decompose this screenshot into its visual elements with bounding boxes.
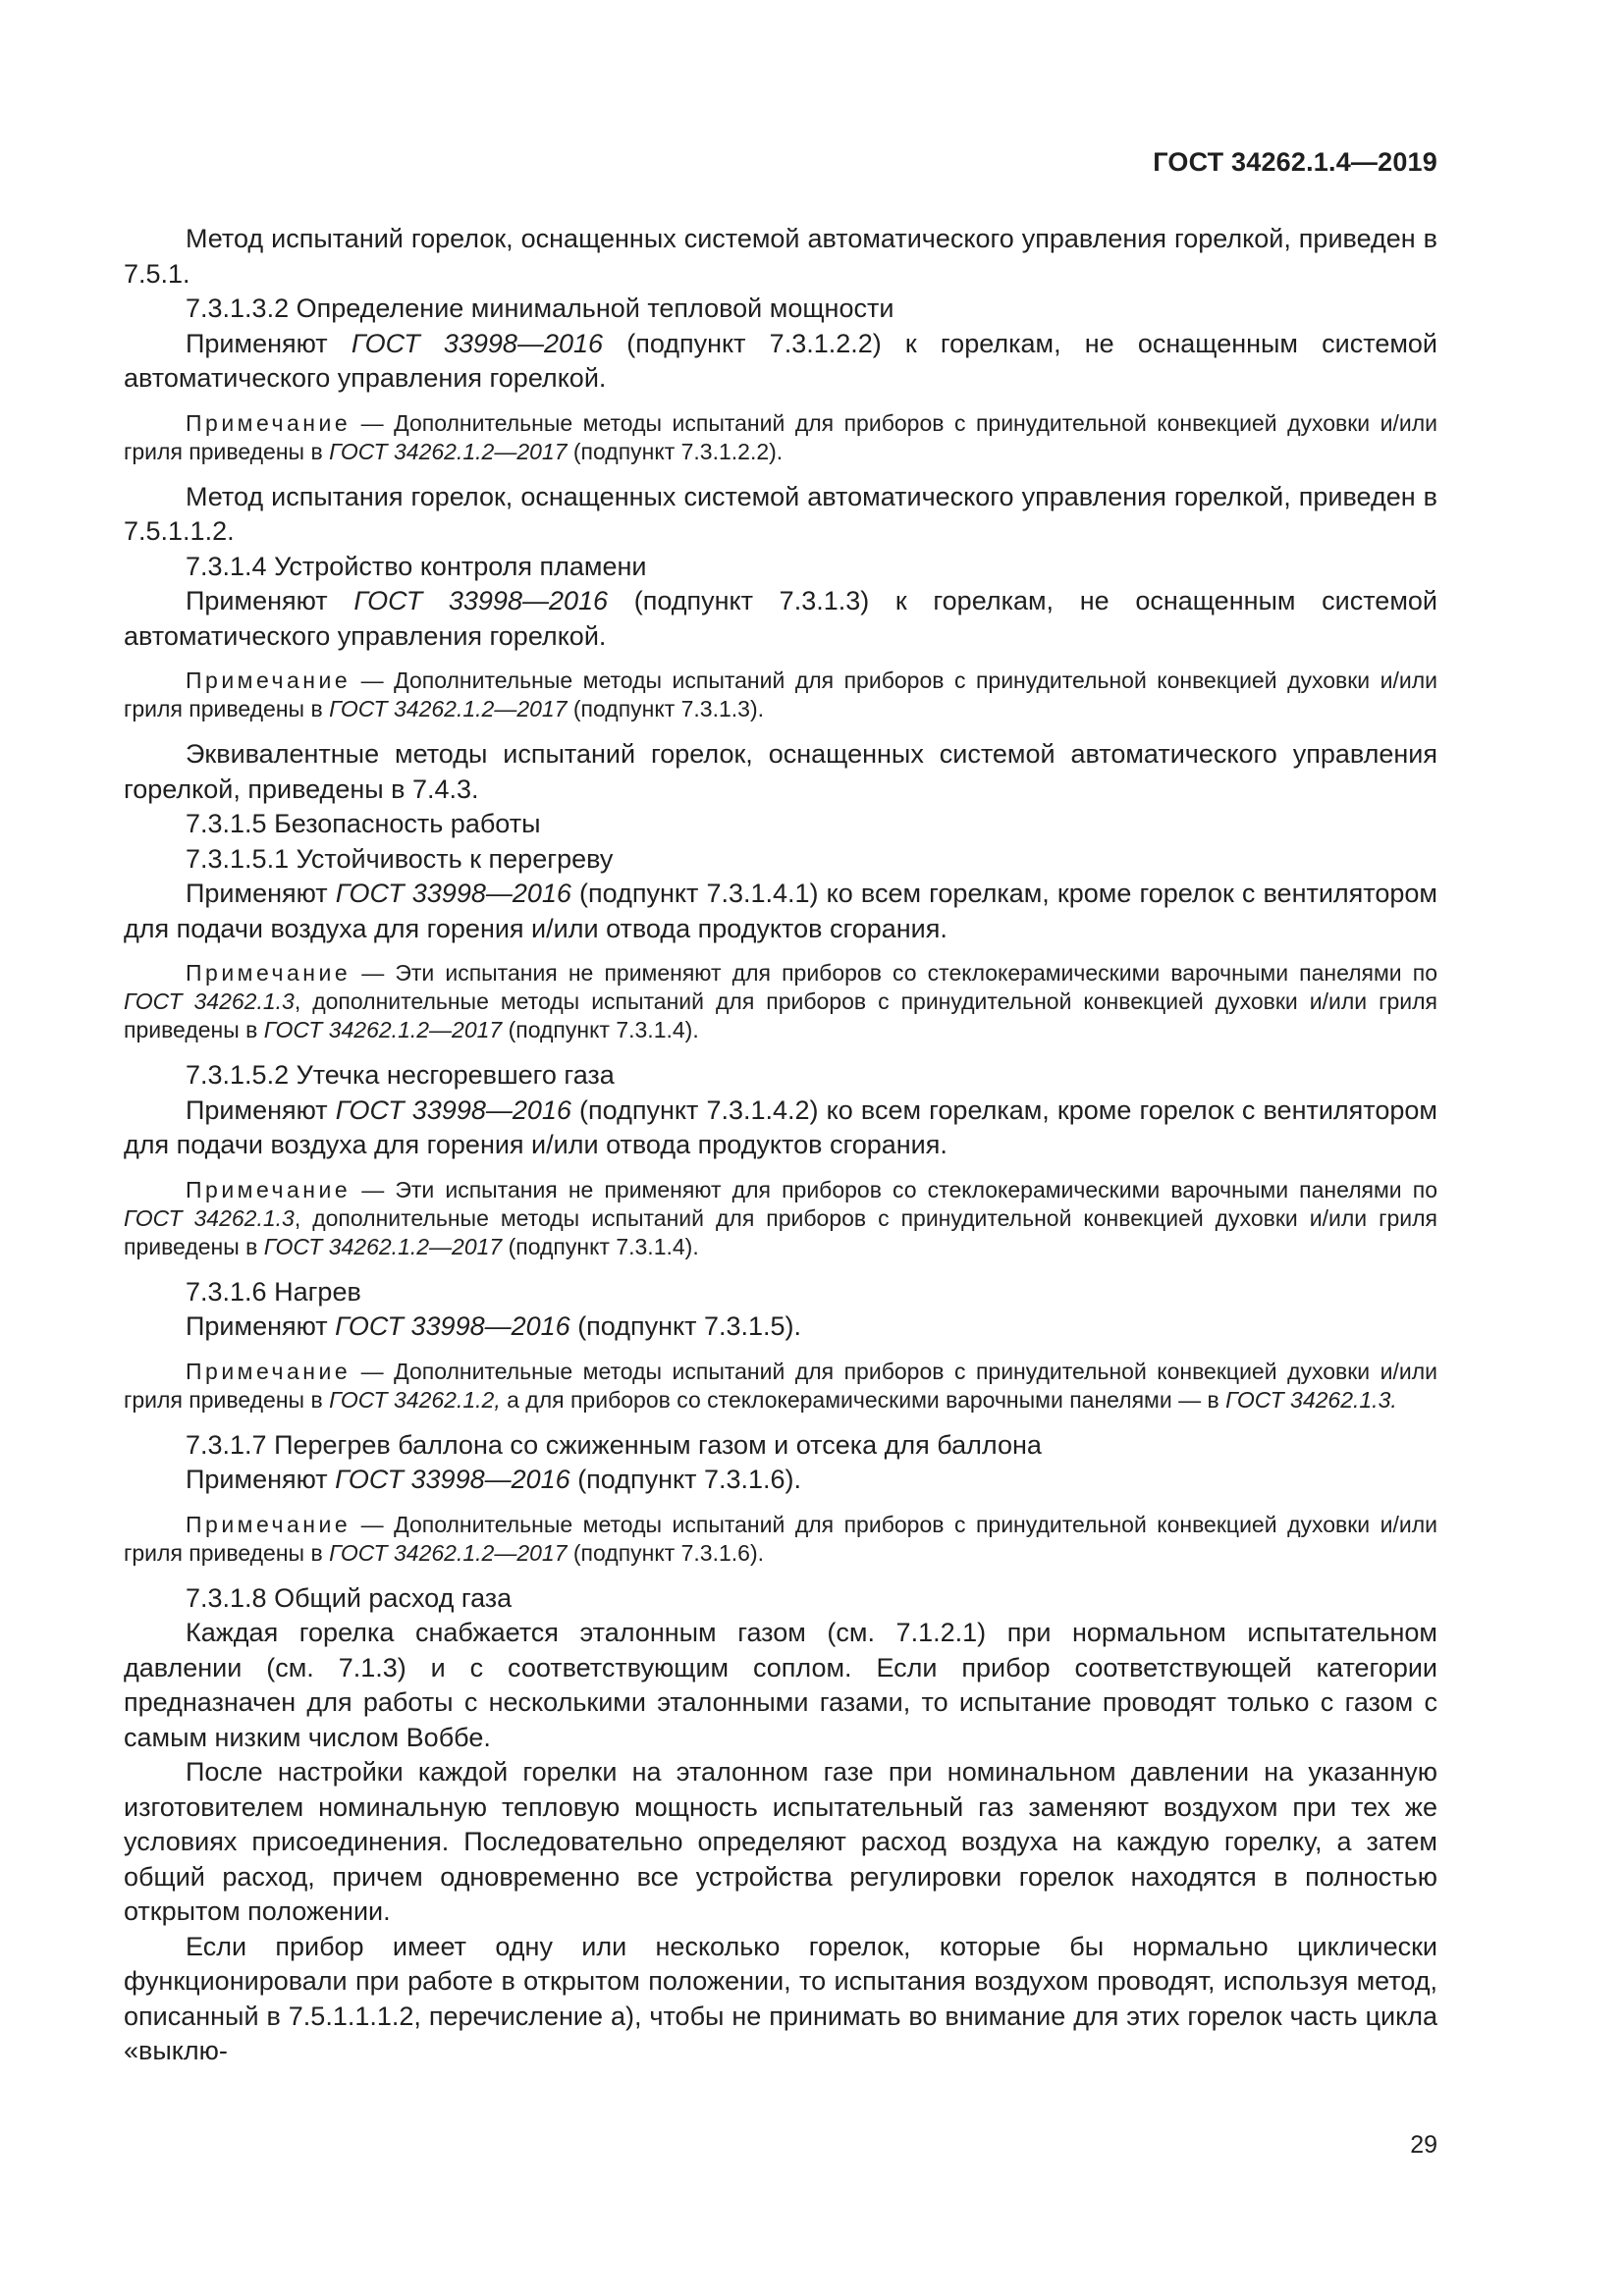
paragraph-text: Применяют bbox=[186, 1311, 336, 1341]
note bbox=[124, 409, 1437, 466]
note-text: (подпункт 7.3.1.4). bbox=[502, 1233, 699, 1259]
note-label: Примечание bbox=[186, 1358, 352, 1384]
standard-reference: ГОСТ 34262.1.2—2017 bbox=[329, 1539, 568, 1566]
standard-reference: ГОСТ 34262.1.3 bbox=[124, 988, 295, 1014]
paragraph bbox=[124, 550, 1437, 585]
paragraph bbox=[124, 1755, 1437, 1930]
document-body bbox=[124, 222, 1437, 2069]
paragraph-text: Применяют bbox=[186, 328, 352, 358]
standard-reference: ГОСТ 33998—2016 bbox=[353, 586, 609, 615]
note bbox=[124, 959, 1437, 1044]
document-header: ГОСТ 34262.1.4—2019 bbox=[1153, 147, 1437, 177]
paragraph-text: Эквивалентные методы испытаний горелок, оснащенных системой автоматического управления горелкой, приведены в 7.4.3. bbox=[124, 739, 1437, 804]
note-text: (подпункт 7.3.1.2.2). bbox=[567, 438, 784, 464]
standard-reference: ГОСТ 34262.1.2—2017 bbox=[329, 696, 568, 721]
paragraph-text: Метод испытания горелок, оснащенных системой автоматического управления горелкой, приведен в 7.5.1.1.2. bbox=[124, 481, 1437, 546]
standard-reference: ГОСТ 33998—2016 bbox=[351, 328, 604, 358]
standard-reference: ГОСТ 33998—2016 bbox=[335, 879, 571, 908]
paragraph-text: 7.3.1.8 Общий расход газа bbox=[186, 1582, 513, 1613]
paragraph-text: Метод испытаний горелок, оснащенных системой автоматического управления горелкой, приведен в 7.5.1. bbox=[124, 224, 1437, 289]
note-text: , дополнительные методы испытаний для приборов с принудительной конвекцией духовки и/или гриля приведены в bbox=[124, 1204, 1437, 1259]
paragraph bbox=[124, 1581, 1437, 1617]
note-text: — Эти испытания не применяют для приборов со стеклокерамическими варочными панелями по bbox=[351, 1176, 1437, 1202]
note bbox=[124, 1176, 1437, 1261]
standard-reference: ГОСТ 33998—2016 bbox=[335, 1095, 571, 1125]
standard-reference: ГОСТ 34262.1.2, bbox=[329, 1386, 501, 1413]
paragraph bbox=[124, 292, 1437, 327]
paragraph-text: Применяют bbox=[186, 1465, 336, 1494]
note-text: — Дополнительные методы испытаний для приборов с принудительной конвекцией духовки и/или гриля приведены в bbox=[124, 1358, 1437, 1413]
paragraph-text: 7.3.1.7 Перегрев баллона со сжиженным газом и отсека для баллона bbox=[186, 1429, 1042, 1460]
standard-reference: ГОСТ 34262.1.2—2017 bbox=[263, 1233, 503, 1259]
paragraph bbox=[124, 807, 1437, 842]
paragraph bbox=[124, 480, 1437, 550]
paragraph bbox=[124, 1428, 1437, 1464]
paragraph-text: Применяют bbox=[186, 586, 354, 615]
paragraph bbox=[124, 1094, 1437, 1163]
note-label: Примечание bbox=[186, 1511, 352, 1537]
note bbox=[124, 667, 1437, 723]
paragraph bbox=[124, 1616, 1437, 1755]
paragraph-text: Каждая горелка снабжается эталонным газом (см. 7.1.2.1) при нормальном испытательном давлении (см. 7.1.3) и с соответствующим соплом. Если прибор соответствующей категории предназначен для работы с несколькими эталонными газами, то испытание проводят только с газом с самым низким числом Воббе. bbox=[124, 1618, 1437, 1752]
page-number: 29 bbox=[1410, 2131, 1437, 2159]
paragraph bbox=[124, 1309, 1437, 1345]
note-text: , дополнительные методы испытаний для приборов с принудительной конвекцией духовки и/или гриля приведены в bbox=[124, 988, 1437, 1042]
note-text: (подпункт 7.3.1.4). bbox=[502, 1017, 699, 1042]
paragraph bbox=[124, 327, 1437, 397]
paragraph bbox=[124, 877, 1437, 946]
note-label: Примечание bbox=[186, 667, 352, 693]
paragraph-text: Применяют bbox=[186, 879, 336, 908]
standard-reference: ГОСТ 33998—2016 bbox=[335, 1311, 570, 1341]
standard-reference: ГОСТ 34262.1.2—2017 bbox=[263, 1017, 503, 1042]
paragraph-text: 7.3.1.4 Устройство контроля пламени bbox=[186, 551, 647, 581]
paragraph bbox=[124, 1930, 1437, 2069]
paragraph-text: (подпункт 7.3.1.5). bbox=[569, 1311, 802, 1341]
paragraph-text: 7.3.1.5.1 Устойчивость к перегреву bbox=[186, 843, 614, 874]
note bbox=[124, 1511, 1437, 1568]
paragraph bbox=[124, 222, 1437, 292]
paragraph-text: 7.3.1.5 Безопасность работы bbox=[186, 809, 541, 838]
note-label: Примечание bbox=[186, 409, 352, 436]
note-label: Примечание bbox=[186, 1176, 352, 1202]
note-text: (подпункт 7.3.1.3). bbox=[567, 696, 764, 721]
paragraph-text: Если прибор имеет одну или несколько горелок, которые бы нормально циклически функционировали при работе в открытом положении, то испытания воздухом проводят, используя метод, описанный в 7.5.1.1.1.2, перечисление а), чтобы не принимать во внимание для этих горелок часть цикла «выклю- bbox=[124, 1931, 1437, 2065]
note-text: — Дополнительные методы испытаний для приборов с принудительной конвекцией духовки и/или гриля приведены в bbox=[124, 1511, 1437, 1566]
note-text: а для приборов со стеклокерамическими варочными панелями — в bbox=[500, 1386, 1226, 1413]
paragraph-text: Применяют bbox=[186, 1095, 336, 1125]
paragraph-text: (подпункт 7.3.1.4.1) ко всем горелкам, кроме горелок с вентилятором для подачи воздуха для горения и/или отвода продуктов сгорания. bbox=[124, 879, 1437, 943]
paragraph bbox=[124, 1463, 1437, 1498]
paragraph bbox=[124, 1275, 1437, 1310]
note-text: — Эти испытания не применяют для приборов со стеклокерамическими варочными панелями по bbox=[351, 960, 1437, 986]
paragraph bbox=[124, 737, 1437, 807]
standard-reference: ГОСТ 34262.1.3. bbox=[1225, 1386, 1397, 1413]
note bbox=[124, 1358, 1437, 1415]
paragraph-text: После настройки каждой горелки на эталонном газе при номинальном давлении на указанную изготовителем номинальную тепловую мощность испытательный газ заменяют воздухом при тех же условиях присоединения. Последовательно определяют расход воздуха на каждую горелку, а затем общий расход, причем одновременно все устройства регулировки горелок находятся в полностью открытом положении. bbox=[124, 1757, 1437, 1926]
paragraph-text: 7.3.1.6 Нагрев bbox=[186, 1276, 361, 1307]
paragraph-text: 7.3.1.5.2 Утечка несгоревшего газа bbox=[186, 1060, 615, 1090]
note-text: — Дополнительные методы испытаний для приборов с принудительной конвекцией духовки и/или гриля приведены в bbox=[124, 409, 1437, 464]
paragraph bbox=[124, 842, 1437, 878]
paragraph-text: (подпункт 7.3.1.3) к горелкам, не оснащенным системой автоматического управления горелкой. bbox=[124, 586, 1437, 651]
paragraph-text: (подпункт 7.3.1.4.2) ко всем горелкам, кроме горелок с вентилятором для подачи воздуха для горения и/или отвода продуктов сгорания. bbox=[124, 1095, 1437, 1159]
note-label: Примечание bbox=[186, 960, 352, 986]
paragraph bbox=[124, 1058, 1437, 1094]
paragraph-text: (подпункт 7.3.1.2.2) к горелкам, не оснащенным системой автоматического управления горелкой. bbox=[124, 328, 1437, 393]
note-text: — Дополнительные методы испытаний для приборов с принудительной конвекцией духовки и/или гриля приведены в bbox=[124, 667, 1437, 721]
standard-reference: ГОСТ 33998—2016 bbox=[335, 1465, 570, 1494]
paragraph bbox=[124, 584, 1437, 654]
paragraph-text: (подпункт 7.3.1.6). bbox=[569, 1465, 802, 1494]
note-text: (подпункт 7.3.1.6). bbox=[567, 1539, 764, 1566]
paragraph-text: 7.3.1.3.2 Определение минимальной тепловой мощности bbox=[186, 294, 894, 323]
standard-reference: ГОСТ 34262.1.3 bbox=[124, 1204, 295, 1231]
standard-reference: ГОСТ 34262.1.2—2017 bbox=[329, 438, 568, 464]
